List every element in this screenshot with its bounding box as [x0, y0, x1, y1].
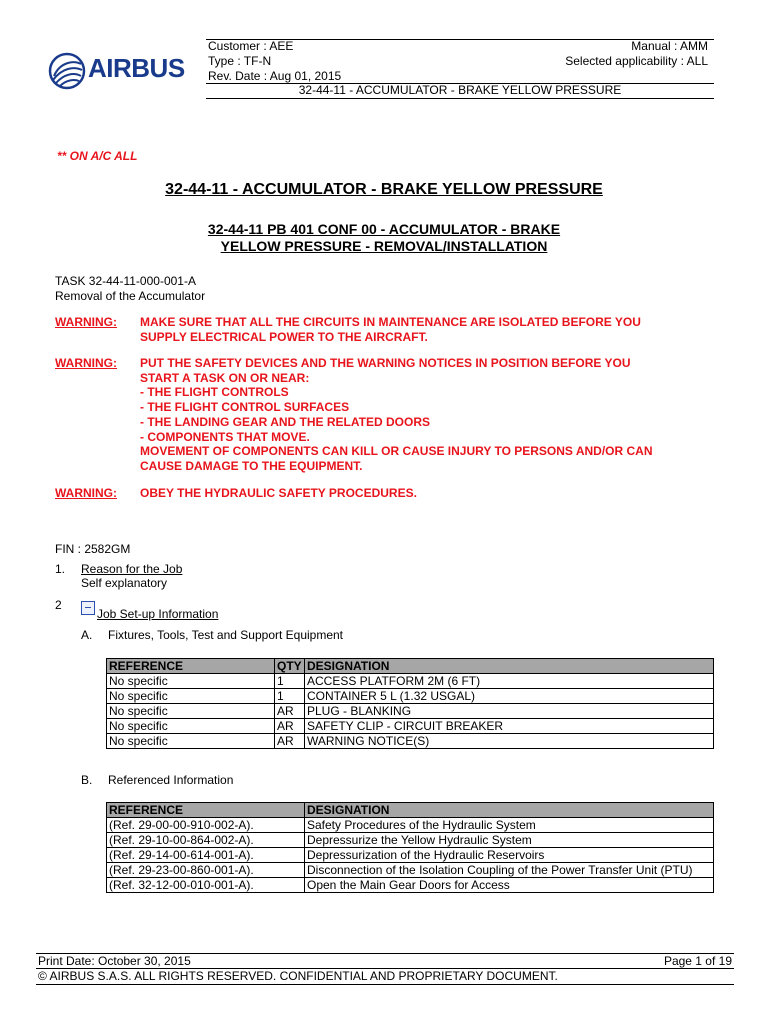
- table-cell: AR: [275, 719, 305, 734]
- table-cell: (Ref. 29-23-00-860-001-A).: [107, 863, 305, 878]
- header-rule-bottom: [206, 98, 714, 99]
- table-cell: Disconnection of the Isolation Coupling of the Power Transfer Unit (PTU): [305, 863, 714, 878]
- copyright-notice: © AIRBUS S.A.S. ALL RIGHTS RESERVED. CONFIDENTIAL AND PROPRIETARY DOCUMENT.: [38, 969, 558, 983]
- table-cell: AR: [275, 734, 305, 749]
- table-cell: Open the Main Gear Doors for Access: [305, 878, 714, 893]
- table-row: [107, 674, 714, 689]
- subsection-letter: A.: [81, 628, 93, 642]
- warning-line: MAKE SURE THAT ALL THE CIRCUITS IN MAINTENANCE ARE ISOLATED BEFORE YOU: [140, 315, 641, 329]
- warning-line: - COMPONENTS THAT MOVE.: [140, 429, 310, 444]
- table-cell: Safety Procedures of the Hydraulic System: [305, 818, 714, 833]
- table-header-row: [107, 659, 714, 674]
- warning-line: OBEY THE HYDRAULIC SAFETY PROCEDURES.: [140, 486, 417, 500]
- table-cell: Depressurization of the Hydraulic Reservoirs: [305, 848, 714, 863]
- collapse-icon[interactable]: [81, 601, 95, 615]
- effectivity-note: ** ON A/C ALL: [57, 149, 138, 163]
- header-customer: Customer : AEE: [208, 39, 294, 53]
- table-cell: PLUG - BLANKING: [305, 704, 714, 719]
- column-header: REFERENCE: [107, 659, 275, 674]
- table-cell: (Ref. 32-12-00-010-001-A).: [107, 878, 305, 893]
- table-row: [107, 848, 714, 863]
- subtitle-line-2: YELLOW PRESSURE - REMOVAL/INSTALLATION: [220, 238, 548, 254]
- table-cell: No specific: [107, 689, 275, 704]
- page-number: Page 1 of 19: [663, 954, 732, 968]
- table-cell: AR: [275, 704, 305, 719]
- table-cell: (Ref. 29-00-00-910-002-A).: [107, 818, 305, 833]
- warning-line: START A TASK ON OR NEAR:: [140, 370, 310, 385]
- page-title: 32-44-11 - ACCUMULATOR - BRAKE YELLOW PRESSURE: [165, 181, 603, 198]
- table-header-row: [107, 803, 714, 818]
- table-row: [107, 719, 714, 734]
- column-header: QTY: [275, 659, 305, 674]
- warning-line: SUPPLY ELECTRICAL POWER TO THE AIRCRAFT.: [140, 329, 428, 344]
- airbus-globe-icon: [48, 52, 86, 90]
- task-name: Removal of the Accumulator: [55, 289, 206, 303]
- table-cell: No specific: [107, 674, 275, 689]
- warning-line: CAUSE DAMAGE TO THE EQUIPMENT.: [140, 458, 363, 473]
- table-row: [107, 818, 714, 833]
- header-section: 32-44-11 - ACCUMULATOR - BRAKE YELLOW PRESSURE: [298, 83, 622, 97]
- fin-number: FIN : 2582GM: [55, 542, 131, 556]
- warning-text: [140, 486, 417, 501]
- step-number: 2: [55, 598, 62, 612]
- table-cell: ACCESS PLATFORM 2M (6 FT): [305, 674, 714, 689]
- subsection-title: Fixtures, Tools, Test and Support Equipment: [108, 628, 344, 642]
- table-row: [107, 833, 714, 848]
- table-row: [107, 863, 714, 878]
- warning-line: PUT THE SAFETY DEVICES AND THE WARNING NOTICES IN POSITION BEFORE YOU: [140, 356, 631, 370]
- step-number: 1.: [55, 562, 66, 576]
- logo-wordmark: AIRBUS: [88, 53, 185, 83]
- header-applicability: Selected applicability : ALL: [565, 54, 708, 68]
- airbus-logo: [48, 50, 198, 90]
- table-cell: No specific: [107, 719, 275, 734]
- referenced-info-table: [106, 802, 714, 893]
- warning-text: [140, 315, 641, 344]
- table-cell: No specific: [107, 704, 275, 719]
- subtitle-line-1: 32-44-11 PB 401 CONF 00 - ACCUMULATOR - BRAKE: [207, 221, 561, 237]
- table-row: [107, 689, 714, 704]
- table-cell: CONTAINER 5 L (1.32 USGAL): [305, 689, 714, 704]
- table-cell: SAFETY CLIP - CIRCUIT BREAKER: [305, 719, 714, 734]
- step-reason-text: Self explanatory: [81, 576, 168, 590]
- table-cell: (Ref. 29-10-00-864-002-A).: [107, 833, 305, 848]
- column-header: REFERENCE: [107, 803, 305, 818]
- print-date: Print Date: October 30, 2015: [38, 954, 191, 968]
- table-cell: (Ref. 29-14-00-614-001-A).: [107, 848, 305, 863]
- column-header: DESIGNATION: [305, 659, 714, 674]
- warning-label: WARNING:: [55, 356, 117, 370]
- header-type: Type : TF-N: [208, 54, 272, 68]
- column-header: DESIGNATION: [305, 803, 714, 818]
- equipment-table: [106, 658, 714, 749]
- task-id: TASK 32-44-11-000-001-A: [55, 274, 196, 288]
- table-cell: 1: [275, 689, 305, 704]
- warning-line: - THE FLIGHT CONTROLS: [140, 385, 289, 400]
- table-row: [107, 704, 714, 719]
- step-reason-title: Reason for the Job: [81, 562, 183, 576]
- table-row: [107, 878, 714, 893]
- warning-text: [140, 356, 652, 474]
- table-cell: Depressurize the Yellow Hydraulic System: [305, 833, 714, 848]
- subsection-title: Referenced Information: [108, 773, 234, 787]
- header-manual: Manual : AMM: [631, 39, 708, 53]
- warning-line: - THE FLIGHT CONTROL SURFACES: [140, 400, 350, 415]
- table-cell: WARNING NOTICE(S): [305, 734, 714, 749]
- warning-label: WARNING:: [55, 486, 117, 500]
- table-row: [107, 734, 714, 749]
- table-cell: 1: [275, 674, 305, 689]
- warning-line: MOVEMENT OF COMPONENTS CAN KILL OR CAUSE INJURY TO PERSONS AND/OR CAN: [140, 444, 653, 459]
- table-cell: No specific: [107, 734, 275, 749]
- header-rev-date: Rev. Date : Aug 01, 2015: [208, 69, 342, 83]
- warning-line: - THE LANDING GEAR AND THE RELATED DOORS: [140, 414, 430, 429]
- warning-label: WARNING:: [55, 315, 117, 329]
- page-subtitle: [0, 221, 768, 255]
- subsection-letter: B.: [81, 773, 93, 787]
- step-setup-title[interactable]: Job Set-up Information: [97, 607, 219, 621]
- footer-rule-bottom: [36, 984, 734, 985]
